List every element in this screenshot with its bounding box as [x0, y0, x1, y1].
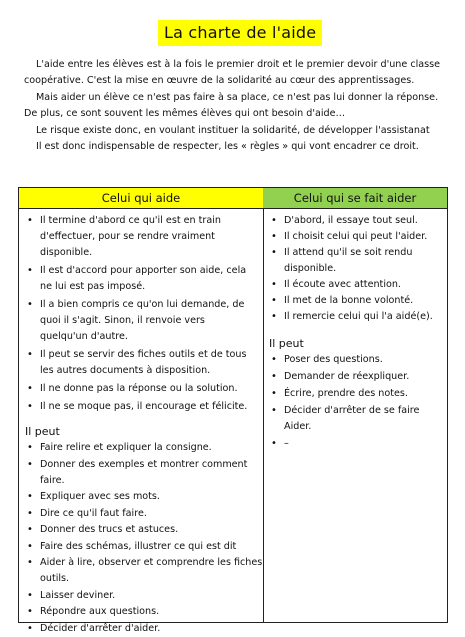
list-item: • Dire ce qu'il faut faire. — [19, 506, 263, 522]
helped-can-list — [263, 352, 447, 452]
list-item: • Aider à lire, observer et comprendre les fiches outils. — [19, 555, 263, 587]
list-item: • Il attend qu'il se soit rendu disponible. — [263, 245, 441, 277]
list-item: • Poser des questions. — [263, 352, 447, 368]
list-item: • Donner des trucs et astuces. — [19, 522, 263, 538]
list-item: • Il remercie celui qui l'a aidé(e). — [263, 309, 441, 325]
helper-can-list — [19, 440, 263, 637]
list-item: • – — [263, 436, 447, 452]
list-item: • Expliquer avec ses mots. — [19, 489, 263, 505]
intro-paragraph-3: Le risque existe donc, en voulant instituer la solidarité, de développer l'assistanat — [36, 124, 430, 136]
helper-can-heading: Il peut — [25, 425, 60, 438]
list-item: • Laisser deviner. — [19, 588, 263, 604]
list-item: • Il termine d'abord ce qu'il est en train d'effectuer, pour se rendre vraiment disponible. — [19, 213, 255, 261]
list-item: • Il ne se moque pas, il encourage et félicite. — [19, 399, 255, 415]
list-item: • Répondre aux questions. — [19, 604, 263, 620]
list-item: • Il est d'accord pour apporter son aide, cela ne lui est pas imposé. — [19, 263, 255, 295]
list-item: • Donner des exemples et montrer comment faire. — [19, 457, 263, 489]
helped-column — [263, 188, 447, 622]
helped-column-header: Celui qui se fait aider — [263, 188, 447, 209]
helped-can-heading: Il peut — [269, 337, 304, 350]
list-item: • Il a bien compris ce qu'on lui demande, de quoi il s'agit. Sinon, il renvoie vers quelqu'un d'autre. — [19, 297, 255, 345]
helper-column — [19, 188, 264, 634]
list-item: • Décider d'arrêter de se faire Aider. — [263, 403, 447, 435]
helped-rules-list — [263, 213, 447, 325]
helper-column-header: Celui qui aide — [19, 188, 263, 209]
intro-paragraph-1: L'aide entre les élèves est à la fois le premier droit et le premier devoir d'une classe coopérative. C'est la mise en œuvre de la solidarité au cœur des apprentissages. — [24, 59, 441, 87]
list-item: • Demander de réexpliquer. — [263, 369, 447, 385]
page-title: La charte de l'aide — [158, 20, 322, 46]
list-item: • Faire des schémas, illustrer ce qui est dit — [19, 539, 263, 555]
list-item: • Décider d'arrêter d'aider. — [19, 621, 263, 637]
intro-paragraph-4: Il est donc indispensable de respecter, les « règles » qui vont encadrer ce droit. — [36, 141, 419, 153]
list-item: • Il choisit celui qui peut l'aider. — [263, 229, 441, 245]
helper-rules-list — [19, 213, 263, 415]
list-item: • Écrire, prendre des notes. — [263, 386, 447, 402]
list-item: • Il écoute avec attention. — [263, 277, 441, 293]
charter-table — [18, 187, 448, 634]
intro-text — [24, 57, 444, 155]
intro-paragraph-2: Mais aider un élève ce n'est pas faire à sa place, ce n'est pas lui donner la réponse. De plus, ce sont souvent les mêmes élèves qui ont besoin d'aide… — [24, 91, 439, 120]
list-item: • Il ne donne pas la réponse ou la solution. — [19, 381, 255, 397]
list-item: • Faire relire et expliquer la consigne. — [19, 440, 263, 456]
list-item: • D'abord, il essaye tout seul. — [263, 213, 441, 229]
list-item: • Il met de la bonne volonté. — [263, 293, 441, 309]
list-item: • Il peut se servir des fiches outils et de tous les autres documents à disposition. — [19, 347, 255, 379]
